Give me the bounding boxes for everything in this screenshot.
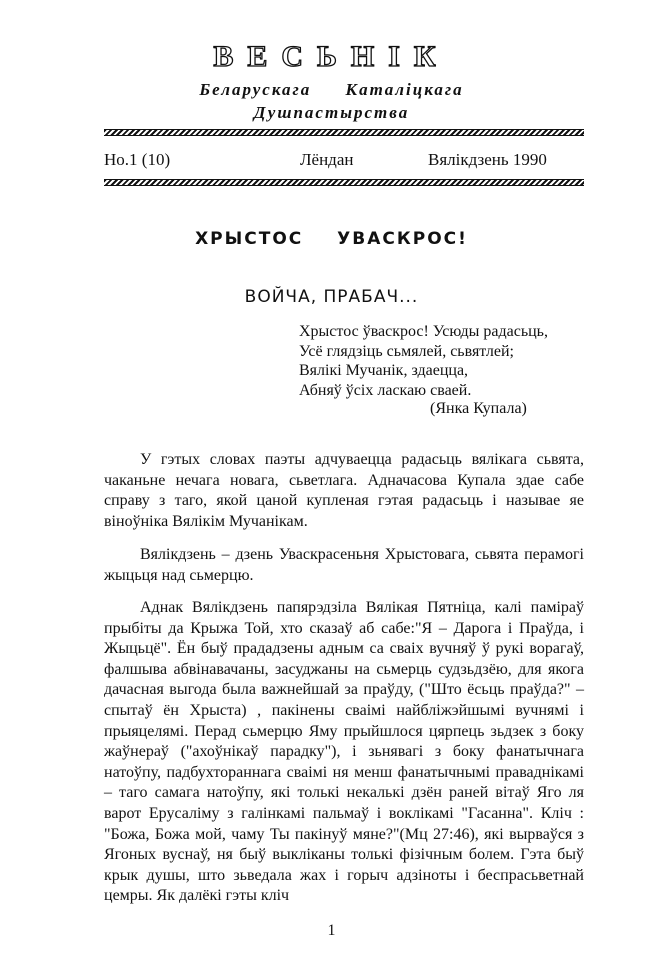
masthead-subtitle-2: Душпастырства <box>253 103 410 122</box>
issue-number: Но.1 (10) <box>104 150 171 169</box>
bottom-divider <box>104 179 584 186</box>
masthead-subtitle-1: Беларускага Каталіцкага <box>199 80 464 99</box>
issue-date: Вялікдзень 1990 <box>428 150 547 169</box>
body-paragraph: У гэтых словах паэты адчуваецца радасьць вялікага сьвята, чаканьне нечага новага, сьветлага. Адначасова Купала здае сабе справу з таго, якой цаной купленая гэтая радасьць і называе яе віноўніка Вялікім Мучанікам. <box>104 451 584 530</box>
issue-place: Лёндан <box>300 150 354 169</box>
epigraph-line: Вялікі Мучанік, здаецца, <box>299 362 469 379</box>
page-number: 1 <box>327 922 336 939</box>
epigraph-author: (Янка Купала) <box>430 400 527 417</box>
epigraph <box>299 322 548 400</box>
body-paragraph: Аднак Вялікдзень папярэдзіла Вялікая Пятніца, калі паміраў прыбіты да Крыжа Той, хто сказаў аб сабе:"Я – Дарога і Праўда, і Жыцьцё". Ён быў прададзены адным са сваіх вучняў ў рукі ворагаў, фалшыва абвінавачаны, засуджаны на сьмерць судзьдзёю, для якога дачасная выгода была важнейшай за праўду, ("Што ёсьць праўда?" – спытаў ён Хрыста) , пакінены сваімі найбліжэйшымі вучнямі і прыяцелямі. Перад сьмерцю Яму прыйшлося цярпець зьдзек з боку жаўнераў ("ахоўнікаў парадку"), і зьнявагі з боку фанатычнага натоўпу, падбухтораннага сваімі ня менш фанатычнымі праваднікамі – таго самага натоўпу, які толькі некалькі дзён раней вітаў Яго ля варот Ерусаліму з галінкамі пальмаў і воклікамі "Гасанна". Кліч : "Божа, Божа мой, чаму Ты пакінуў мяне?"(Мц 27:46), які вырваўся з Ягоных вуснаў, ня быў выкліканы толькі фізічным болем. Гэта быў крык душы, што зьведала жах і горыч адзіноты і беспрасьветнай цемры. Як далёкі гэты кліч <box>104 599 584 905</box>
top-divider <box>104 129 584 136</box>
epigraph-line: Хрыстос ўваскрос! Усюды радасьць, <box>299 323 548 340</box>
epigraph-line: Усё глядзіць сьмялей, сьвятлей; <box>299 342 514 360</box>
body-paragraph: Вялікдзень – дзень Уваскрасеньня Хрыстовага, сьвята перамогі жыцьця над сьмерцю. <box>104 546 584 584</box>
epigraph-line: Абняў ўсіх ласкаю сваей. <box>299 381 472 399</box>
masthead-title: ВЕСЬНІК <box>213 40 450 73</box>
article-title: ВОЙЧА, ПРАБАЧ... <box>244 287 419 307</box>
headline: ХРЫСТОС УВАСКРОС! <box>195 229 468 249</box>
